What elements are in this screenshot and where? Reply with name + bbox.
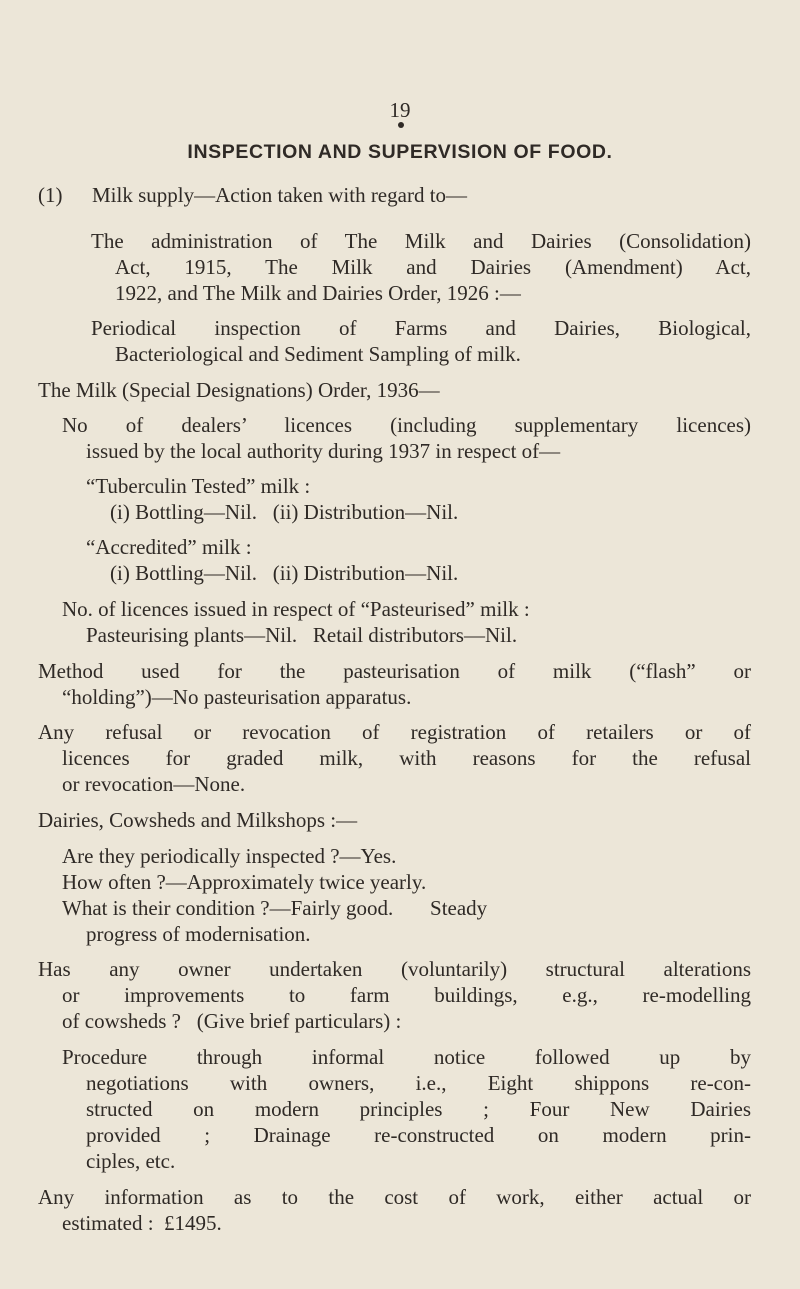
item-number: (1) [38, 183, 63, 207]
tuberculin-tested-label: “Tuberculin Tested” milk : [86, 474, 311, 498]
method-line-2: “holding”)—No pasteurisation apparatus. [62, 685, 412, 709]
accredited-values: (i) Bottling—Nil. (ii) Distribution—Nil. [110, 561, 459, 585]
refusal-line-3: or revocation—None. [62, 772, 246, 796]
accredited-label: “Accredited” milk : [86, 535, 252, 559]
ink-dot [398, 122, 404, 128]
owner-line-1: Has any owner undertaken (voluntarily) structural alterations [38, 957, 751, 981]
tuberculin-tested-values: (i) Bottling—Nil. (ii) Distribution—Nil. [110, 500, 459, 524]
procedure-line-2: negotiations with owners, i.e., Eight shippons re-con- [86, 1071, 751, 1095]
dairies-question-1: Are they periodically inspected ?—Yes. [62, 844, 397, 868]
licences-line-1: No of dealers’ licences (including supplementary licences) [62, 413, 751, 437]
refusal-line-1: Any refusal or revocation of registration of retailers or of [38, 720, 751, 744]
method-line-1: Method used for the pasteurisation of milk (“flash” or [38, 659, 751, 683]
pasteurised-licences-line-1: No. of licences issued in respect of “Pasteurised” milk : [62, 597, 530, 621]
acts-line-2: Act, 1915, The Milk and Dairies (Amendment) Act, [115, 255, 751, 279]
procedure-line-3: structed on modern principles ; Four New Dairies [86, 1097, 751, 1121]
dairies-title: Dairies, Cowsheds and Milkshops :— [38, 808, 358, 832]
owner-line-2: or improvements to farm buildings, e.g., re-modelling [62, 983, 751, 1007]
procedure-line-4: provided ; Drainage re-constructed on modern prin- [86, 1123, 751, 1147]
pasteurised-licences-line-2: Pasteurising plants—Nil. Retail distributors—Nil. [86, 623, 518, 647]
owner-line-3: of cowsheds ? (Give brief particulars) : [62, 1009, 402, 1033]
acts-line-1: The administration of The Milk and Dairies (Consolidation) [91, 229, 751, 253]
periodic-line-1: Periodical inspection of Farms and Dairies, Biological, [91, 316, 751, 340]
milk-supply-title: Milk supply—Action taken with regard to— [92, 183, 468, 207]
page-heading: INSPECTION AND SUPERVISION OF FOOD. [187, 141, 613, 163]
dairies-question-3: What is their condition ?—Fairly good. Steady [62, 896, 488, 920]
special-designations-title: The Milk (Special Designations) Order, 1936— [38, 378, 440, 402]
acts-line-3: 1922, and The Milk and Dairies Order, 1926 :— [115, 281, 521, 305]
cost-line-1: Any information as to the cost of work, either actual or [38, 1185, 751, 1209]
page-number: 19 [389, 98, 411, 122]
procedure-line-5: ciples, etc. [86, 1149, 176, 1173]
dairies-question-3-continued: progress of modernisation. [86, 922, 311, 946]
cost-line-2: estimated : £1495. [62, 1211, 222, 1235]
refusal-line-2: licences for graded milk, with reasons for the refusal [62, 746, 751, 770]
licences-line-2: issued by the local authority during 1937 in respect of— [86, 439, 561, 463]
periodic-line-2: Bacteriological and Sediment Sampling of milk. [115, 342, 521, 366]
procedure-line-1: Procedure through informal notice followed up by [62, 1045, 751, 1069]
dairies-question-2: How often ?—Approximately twice yearly. [62, 870, 427, 894]
